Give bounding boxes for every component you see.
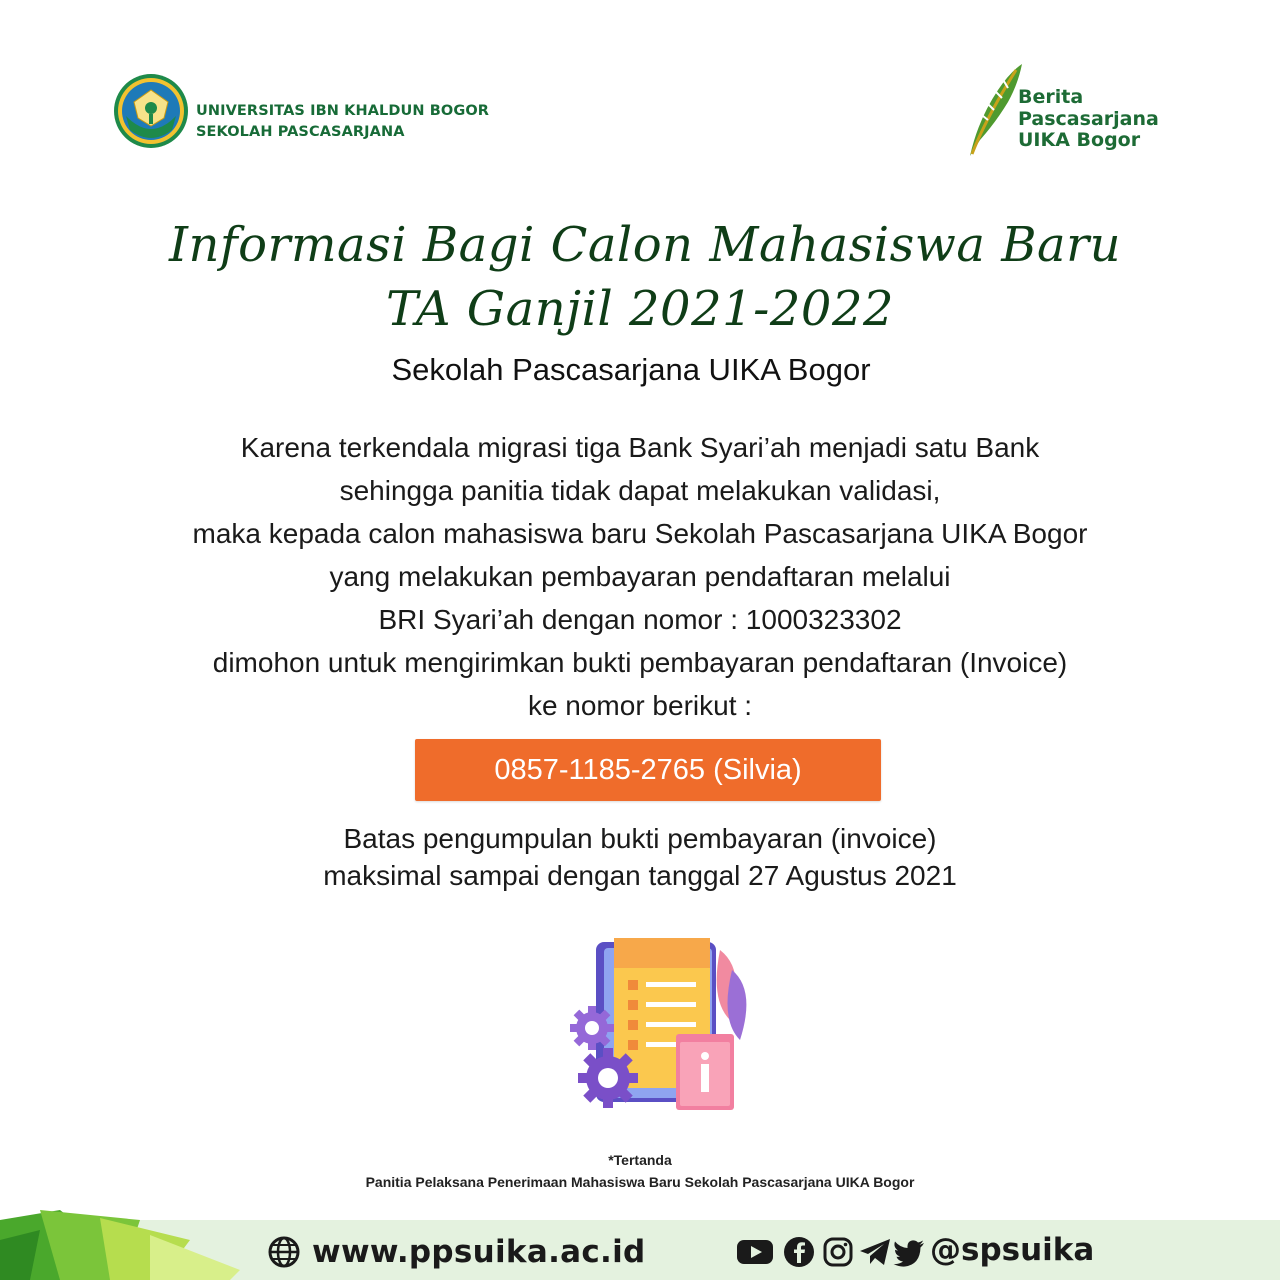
university-name: UNIVERSITAS IBN KHALDUN BOGOR	[196, 103, 490, 119]
signature-label: *Tertanda	[608, 1152, 672, 1168]
instagram-icon[interactable]	[822, 1236, 854, 1268]
social-handle[interactable]: @spsuika	[930, 1232, 1095, 1268]
signature-committee: Panitia Pelaksana Penerimaan Mahasiswa Baru Sekolah Pascasarjana UIKA Bogor	[365, 1174, 915, 1190]
brand-line-3: UIKA Bogor	[1018, 129, 1141, 151]
footer-decoration	[0, 1210, 250, 1280]
brand-line-1: Berita	[1018, 86, 1084, 108]
deadline-line: maksimal sampai dengan tanggal 27 Agustus 2021	[323, 860, 957, 891]
school-name: SEKOLAH PASCASARJANA	[196, 124, 405, 140]
globe-icon	[268, 1236, 300, 1268]
body-line: sehingga panitia tidak dapat melakukan validasi,	[339, 475, 941, 506]
youtube-icon[interactable]	[736, 1236, 774, 1268]
twitter-icon[interactable]	[892, 1236, 926, 1268]
telegram-icon[interactable]	[858, 1236, 892, 1268]
deadline-notice	[0, 820, 1280, 894]
announcement-body	[0, 426, 1280, 727]
body-line: dimohon untuk mengirimkan bukti pembayaran pendaftaran (Invoice)	[212, 647, 1068, 678]
contact-phone-button[interactable]: 0857-1185-2765 (Silvia)	[415, 739, 881, 801]
signature-block	[0, 1149, 1280, 1193]
body-line: yang melakukan pembayaran pendaftaran melalui	[329, 561, 951, 592]
deadline-line: Batas pengumpulan bukti pembayaran (invoice)	[343, 823, 937, 854]
facebook-icon[interactable]	[782, 1236, 816, 1268]
body-line: ke nomor berikut :	[527, 690, 753, 721]
body-line: maka kepada calon mahasiswa baru Sekolah Pascasarjana UIKA Bogor	[192, 518, 1088, 549]
page-title-year: TA Ganjil 2021-2022	[385, 281, 895, 337]
page-title: Informasi Bagi Calon Mahasiswa Baru	[169, 217, 1121, 273]
brand-line-2: Pascasarjana	[1018, 107, 1159, 130]
page-subtitle: Sekolah Pascasarjana UIKA Bogor	[391, 352, 871, 387]
body-line: BRI Syari’ah dengan nomor : 1000323302	[378, 604, 902, 635]
document-info-gears-icon	[560, 930, 760, 1120]
body-line: Karena terkendala migrasi tiga Bank Syari’ah menjadi satu Bank	[240, 432, 1040, 463]
website-link[interactable]: www.ppsuika.ac.id	[312, 1234, 646, 1270]
university-seal-icon	[112, 72, 190, 150]
